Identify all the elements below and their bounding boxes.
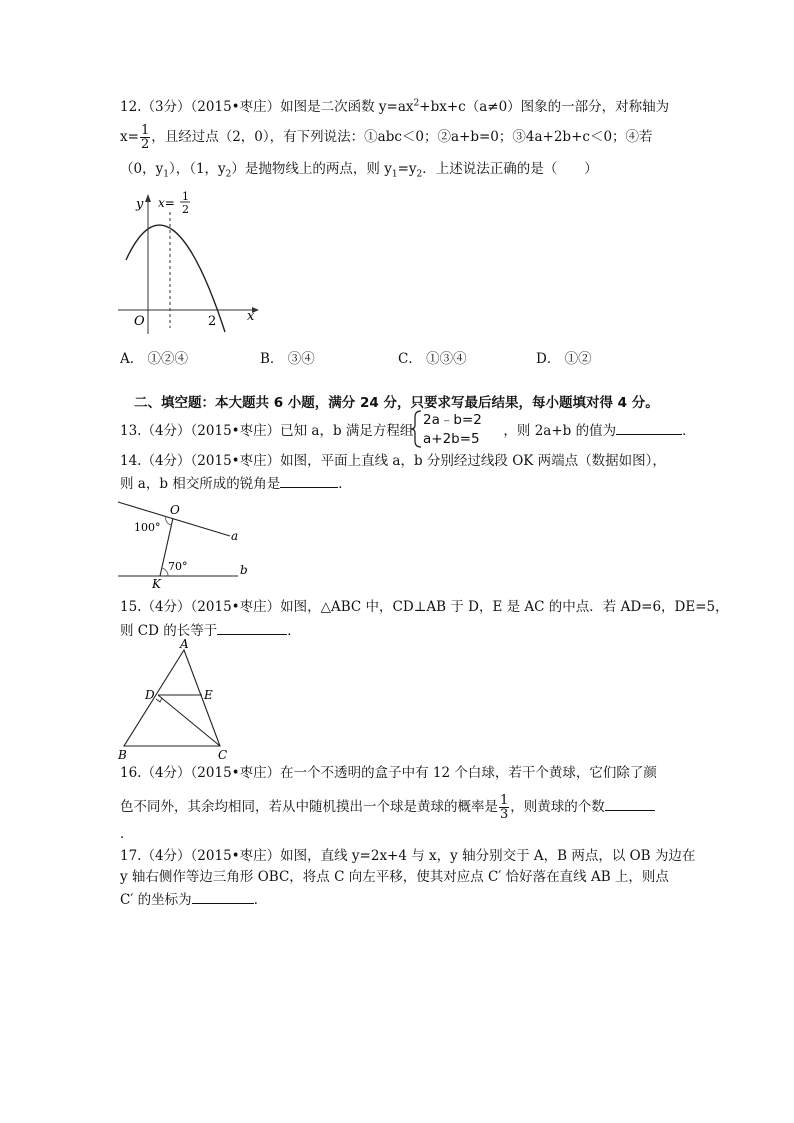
angle-70-label: 70° — [168, 560, 188, 573]
point-c-label: C — [218, 748, 228, 762]
angle-100-label: 100° — [134, 521, 161, 534]
q13-line: 13.（4分）（2015•枣庄）已知 a，b 满足方程组 ，则 2a+b 的值为 ． — [120, 420, 696, 440]
q12-parabola-figure — [112, 188, 272, 336]
q12-line-3: （0，$y_1$），（1，$y_2$）是抛物线上的两点，则 $y_1=y_2$．上述说法正确的是（ ） — [120, 161, 598, 180]
q15-line-1: 15.（4分）（2015•枣庄）如图，△ABC 中，CD⊥AB 于 D，E 是 AC 的中点．若 AD=6，DE=5， — [120, 599, 729, 615]
point-k-label: K — [152, 577, 161, 590]
q12-line-2: x= $\frac{1}{2}$ ，且经过点（2，0），有下列说法：①abc＜0；②a+b=0；③4a+2b+c＜0；④若 — [120, 123, 653, 152]
q17-line-3: C′ 的坐标为 ． — [120, 889, 267, 909]
equation-brace — [409, 409, 423, 449]
section-2-header: 二、填空题：本大题共 6 小题，满分 24 分，只要求写最后结果，每小题填对得 4 分。 — [134, 395, 659, 411]
option-a[interactable]: A． ①②④ — [120, 351, 189, 367]
option-c[interactable]: C． ①③④ — [398, 351, 467, 367]
fraction-half: $\frac{1}{2}$ — [140, 123, 150, 152]
q15-triangle-figure — [112, 638, 242, 764]
q12-line-1: 12.（3分）（2015•枣庄）如图是二次函数 $y=ax^2+bx+c(a\ne 0)$图象的一部分，对称轴为 — [120, 98, 670, 115]
point-a-label: A — [180, 638, 189, 651]
symmetry-label: x= — [158, 196, 175, 210]
q16-line-1: 16.（4分）（2015•枣庄）在一个不透明的盒子中有 12 个白球，若干个黄球，它们除了颜 — [120, 765, 657, 781]
x-axis-label: x — [247, 309, 255, 324]
option-d[interactable]: D． ①② — [536, 351, 592, 367]
q16-answer-blank[interactable] — [605, 796, 655, 811]
q17-line-2: y 轴右侧作等边三角形 OBC，将点 C 向左平移，使其对应点 C′ 恰好落在直线 AB 上，则点 — [120, 869, 669, 885]
symmetry-label-num: 1 — [182, 190, 189, 203]
point-e-label: E — [204, 688, 213, 702]
right-angle-mark — [156, 698, 162, 702]
symmetry-label-den: 2 — [182, 203, 189, 216]
line-a-label: a — [231, 529, 239, 543]
q14-lines-figure — [112, 498, 262, 590]
equation-2: a+2b=5 — [423, 431, 480, 447]
line-b-label: b — [240, 563, 248, 577]
y-axis-arrow — [145, 194, 151, 202]
y-axis-label: y — [136, 197, 144, 212]
q13-answer-blank[interactable] — [616, 420, 682, 435]
q17-line-1: 17.（4分）（2015•枣庄）如图，直线 y=2x+4 与 x，y 轴分别交于 A，B 两点，以 OB 为边在 — [120, 848, 696, 864]
q14-line-1: 14.（4分）（2015•枣庄）如图，平面上直线 a，b 分别经过线段 OK 两端点（数据如图）， — [120, 453, 666, 469]
fraction-one-third: $\frac{1}{3}$ — [500, 793, 509, 822]
tick-2-label: 2 — [208, 314, 217, 329]
q16-line-2: 色不同外，其余均相同，若从中随机摸出一个球是黄球的概率是 $\frac{1}{3}$ ，则黄球的个数 — [120, 794, 655, 821]
option-b[interactable]: B． ③④ — [260, 351, 315, 367]
q16-line-3: ． — [120, 826, 134, 842]
point-d-label: D — [145, 688, 155, 702]
q14-answer-blank[interactable] — [280, 473, 338, 488]
point-o-label: O — [170, 503, 180, 517]
point-b-label: B — [118, 748, 127, 762]
q17-answer-blank[interactable] — [192, 889, 254, 904]
q14-line-2: 则 a，b 相交所成的锐角是 ． — [120, 473, 352, 493]
equation-1: 2a﹣b=2 — [423, 412, 482, 428]
origin-label: O — [134, 314, 145, 329]
q15-line-2: 则 CD 的长等于 ． — [120, 620, 301, 640]
q15-answer-blank[interactable] — [217, 620, 287, 635]
